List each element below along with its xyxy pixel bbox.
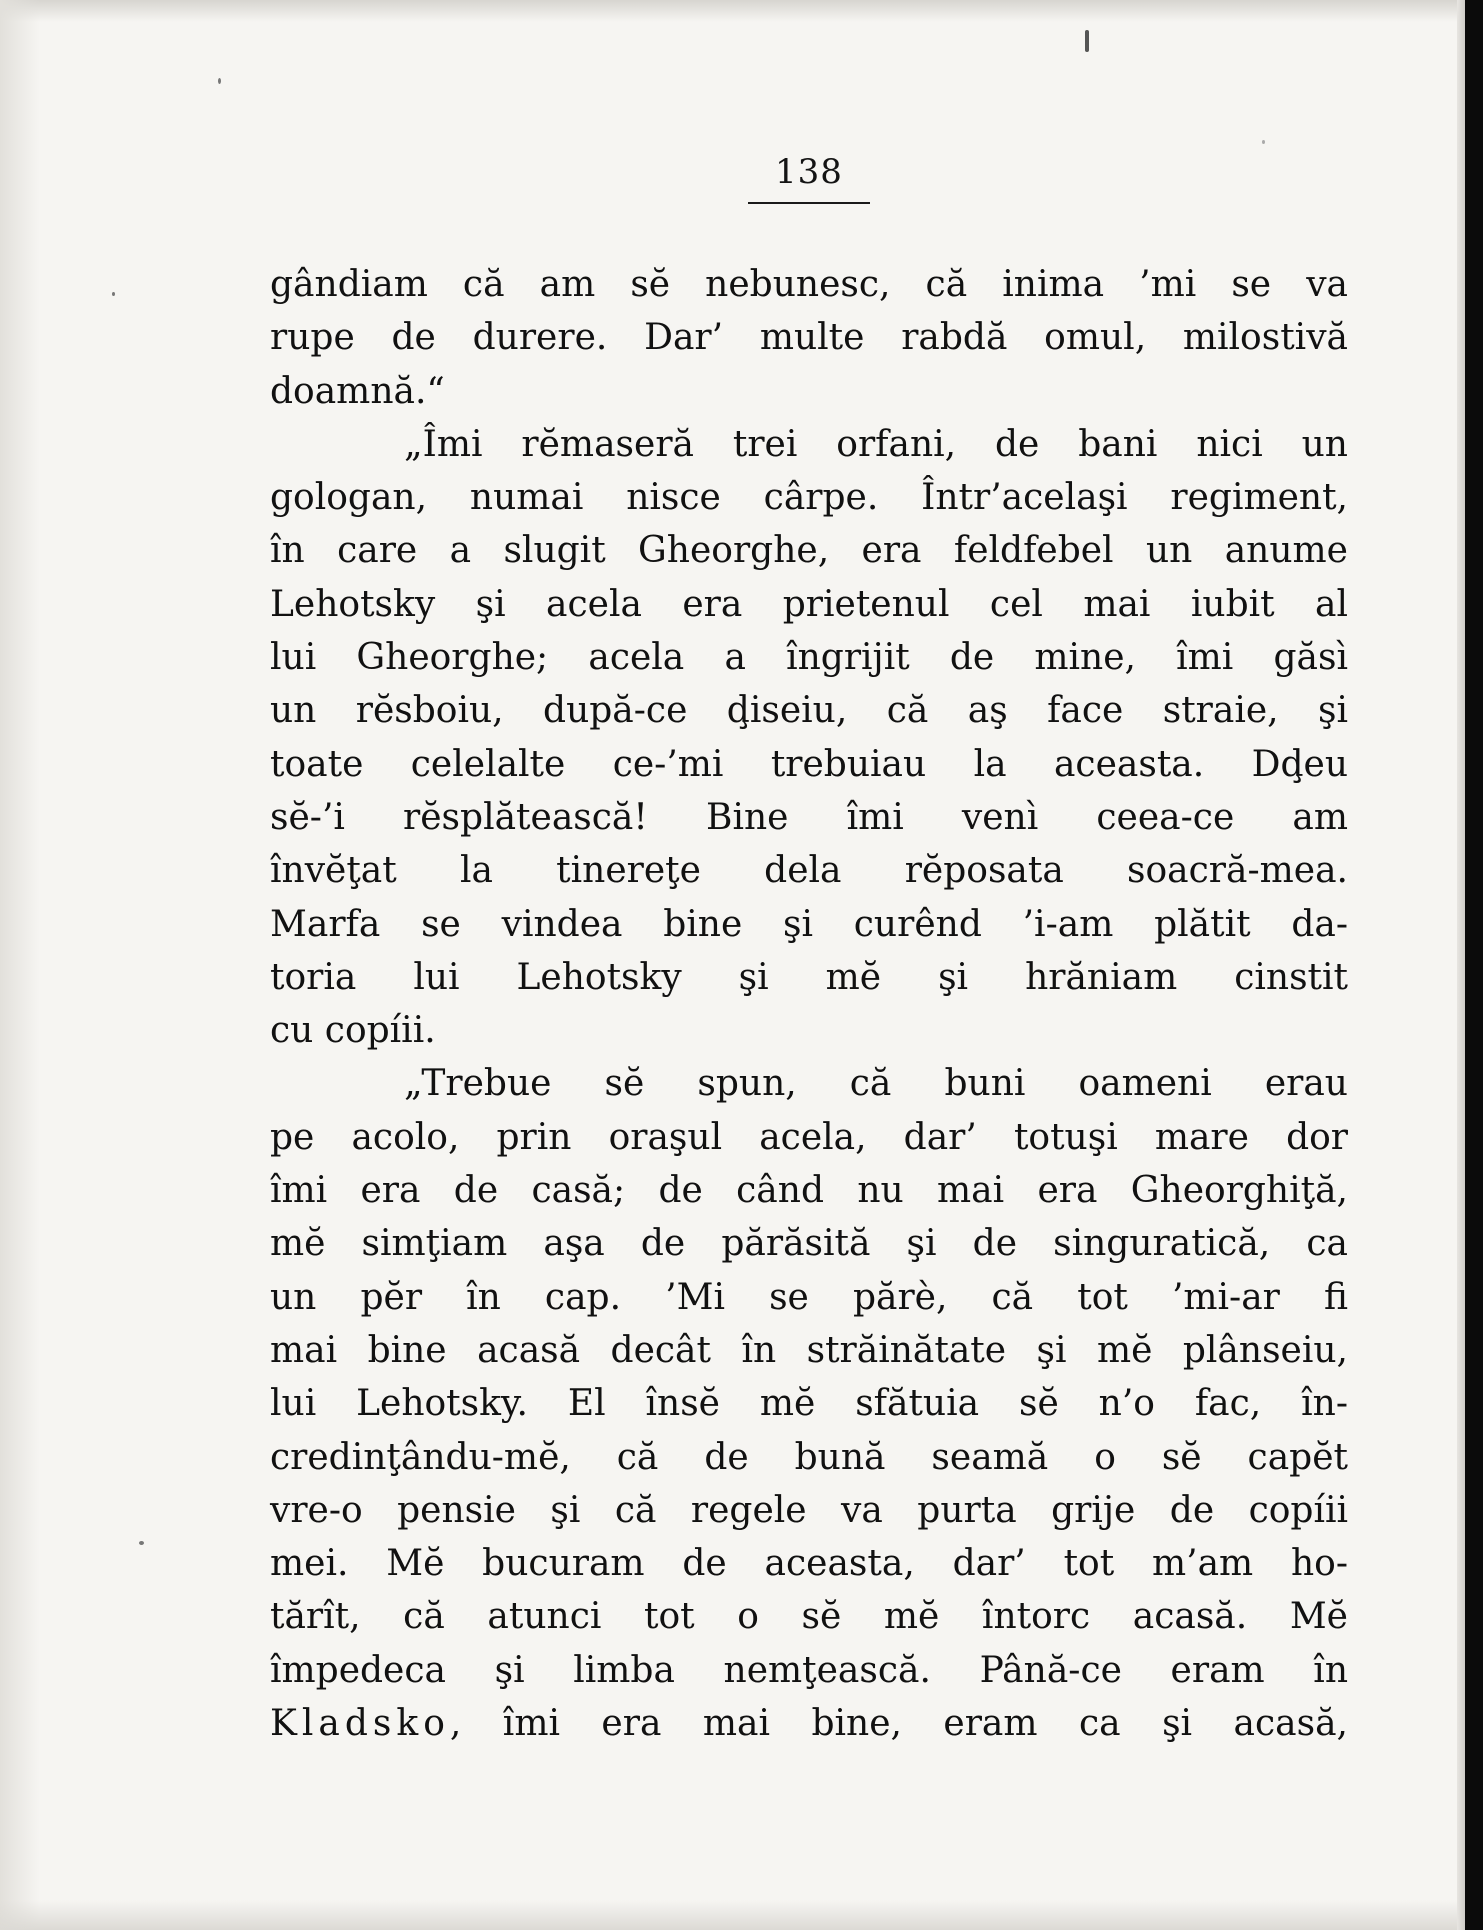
page-number-rule [748, 202, 870, 204]
text-line: Marfa se vindea bine şi curênd ’i-am plătit da- [270, 903, 1348, 945]
text-line: rupe de durere. Dar’ multe rabdă omul, milostivă [270, 317, 1348, 359]
text-line: gândiam că am sĕ nebunesc, că inima ’mi se va [270, 264, 1348, 305]
page-bottom-shadow [0, 1900, 1483, 1930]
text-line: Lehotsky şi acela era prietenul cel mai iubit al [270, 583, 1348, 625]
text-line: gologan, numai nisce cârpe. Într’acelaşi regiment, [270, 477, 1348, 519]
text-line: toria lui Lehotsky şi mĕ şi hrăniam cinstit [270, 956, 1348, 998]
scan-speck [139, 1541, 144, 1545]
scan-speck [112, 292, 115, 296]
text-line: pe acolo, prin oraşul acela, dar’ totuşi mare dor [270, 1116, 1348, 1158]
spaced-word: Kladsko [270, 1703, 450, 1745]
text-line: doamnă.“ [270, 370, 445, 412]
text-line: mei. Mĕ bucuram de aceasta, dar’ tot m’am ho- [270, 1543, 1348, 1585]
text-line: credinţându-mĕ, că de bună seamă o sĕ capĕt [270, 1436, 1348, 1478]
text-line: mĕ simţiam aşa de părăsită şi de singuratică, ca [270, 1223, 1348, 1265]
text-line: cu copíii. [270, 1010, 436, 1052]
text-line: lui Gheorghe; acela a îngrijit de mine, îmi găsì [270, 637, 1348, 679]
text-line: „Trebue sĕ spun, că buni oameni erau [404, 1063, 1348, 1105]
body-text [270, 258, 1348, 1750]
page-top-shadow [0, 0, 1483, 22]
text-line: îmi era de casă; de când nu mai era Gheorghiţă, [270, 1170, 1348, 1212]
text-line: toate celelalte ce-’mi trebuiau la aceasta. Dḑeu [270, 743, 1348, 785]
text-line: un rĕsboiu, după-ce ḑiseiu, că aş face straie, şi [270, 690, 1348, 732]
scan-speck [1262, 140, 1265, 144]
text-line: împedeca şi limba nemţească. Până-ce eram în [270, 1649, 1348, 1691]
scan-border-right [1465, 0, 1483, 1930]
text-line: vre-o pensie şi că regele va purta grije de copíii [270, 1489, 1348, 1531]
text-line: învĕţat la tinereţe dela rĕposata soacră-mea. [270, 850, 1348, 892]
text-line: un pĕr în cap. ’Mi se părè, că tot ’mi-ar fi [270, 1276, 1348, 1318]
text-line: lui Lehotsky. El însĕ mĕ sfătuia sĕ n’o fac, în- [270, 1383, 1348, 1425]
page-number: 138 [775, 152, 843, 192]
scan-speck [1085, 30, 1089, 52]
scan-speck [218, 78, 221, 84]
page-right-shadow [1457, 0, 1465, 1930]
text-line: „Îmi rĕmaseră trei orfani, de bani nici un [404, 423, 1348, 465]
text-line: mai bine acasă decât în străinătate şi mĕ plânseiu, [270, 1329, 1348, 1371]
text-line-rest: , îmi era mai bine, eram ca şi acasă, [449, 1703, 1348, 1745]
text-line-final [270, 1697, 1348, 1750]
text-line: sĕ-’i rĕsplătească! Bine îmi venì ceea-ce am [270, 796, 1348, 838]
text-line: tărît, că atunci tot o sĕ mĕ întorc acasă. Mĕ [270, 1596, 1348, 1638]
page-left-shadow [0, 0, 40, 1930]
text-line: în care a slugit Gheorghe, era feldfebel un anume [270, 530, 1348, 572]
